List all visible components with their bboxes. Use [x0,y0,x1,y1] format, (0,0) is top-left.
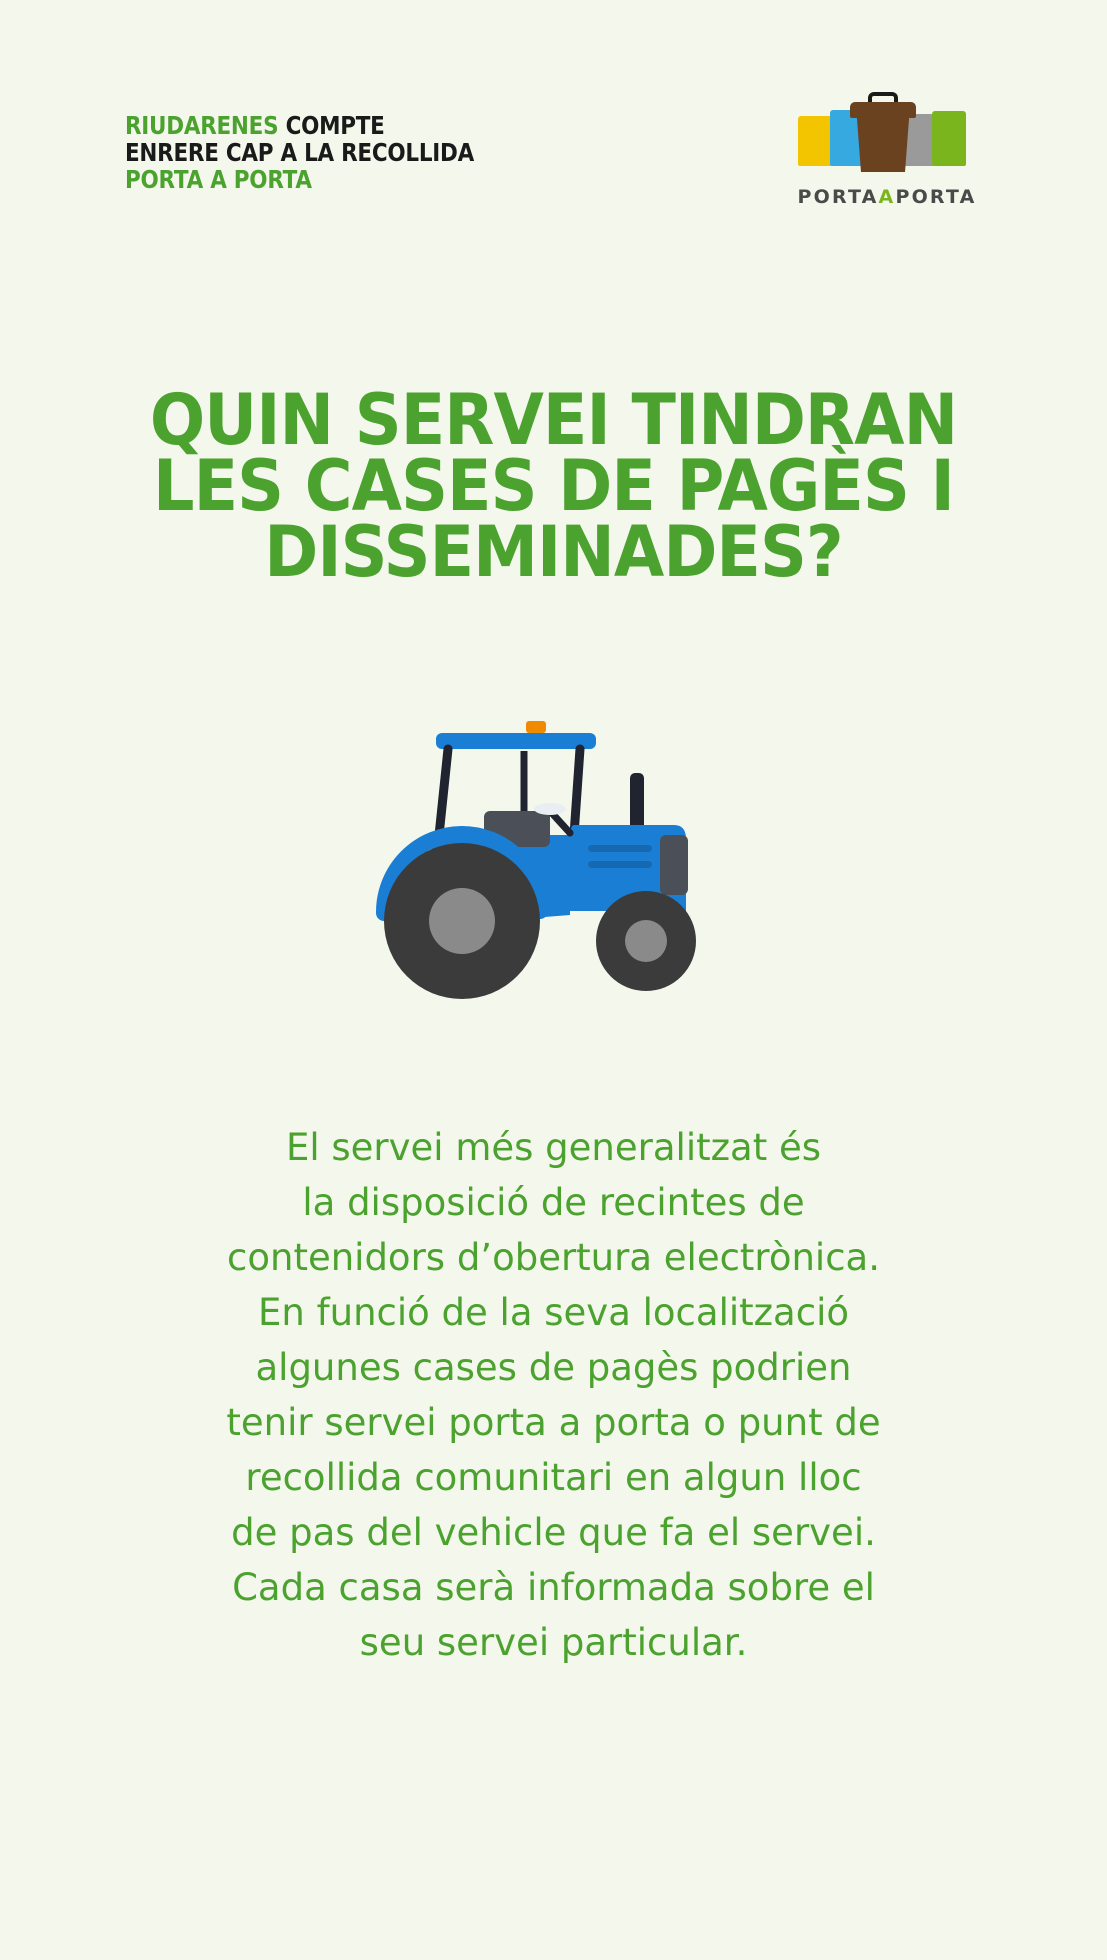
logo-word-2: A [878,186,896,208]
brand-line-2: ENRERE CAP A LA RECOLLIDA [125,138,474,167]
bin-yellow-icon [798,116,832,166]
body-line-4: En funció de la seva localització [258,1291,849,1334]
tractor-icon [374,715,734,1015]
body-line-3: contenidors d’obertura electrònica. [227,1236,880,1279]
brand-line-1-rest [278,111,285,140]
body-line-2: la disposició de recintes de [302,1181,805,1224]
brand-municipality: RIUDARENES [125,111,279,140]
bin-brown-icon [854,110,912,172]
bin-green-icon [932,111,966,166]
body-line-6: tenir servei porta a porta o punt de [226,1401,881,1444]
brand-line-1 [125,112,486,139]
brand-line-3: PORTA A PORTA [125,165,312,194]
body-line-7: recollida comunitari en algun lloc [245,1456,862,1499]
body-line-5: algunes cases de pagès podrien [255,1346,852,1389]
logo-bins-group [792,100,982,180]
body-line-9: Cada casa serà informada sobre el [232,1566,875,1609]
illustration-area [0,715,1107,1015]
body-line-8: de pas del vehicle que fa el servei. [231,1511,876,1554]
headline-line-3: DISSEMINADES? [264,510,843,593]
logo-word-1: PORTA [797,186,879,208]
page-title [0,378,1107,593]
logo-wordmark [792,186,982,208]
brand-line-1-word: COMPTE [285,111,385,140]
body-line-10: seu servei particular. [359,1621,748,1664]
headline-line-2: LES CASES DE PAGÈS I [153,444,954,527]
body-copy [114,1120,994,1670]
brand-lockup [125,112,545,193]
headline-line-1: QUIN SERVEI TINDRAN [149,378,958,461]
logo-word-3: PORTA [895,186,977,208]
body-line-1: El servei més generalitzat és [285,1126,822,1169]
header [0,100,1107,230]
porta-a-porta-logo [792,100,982,230]
